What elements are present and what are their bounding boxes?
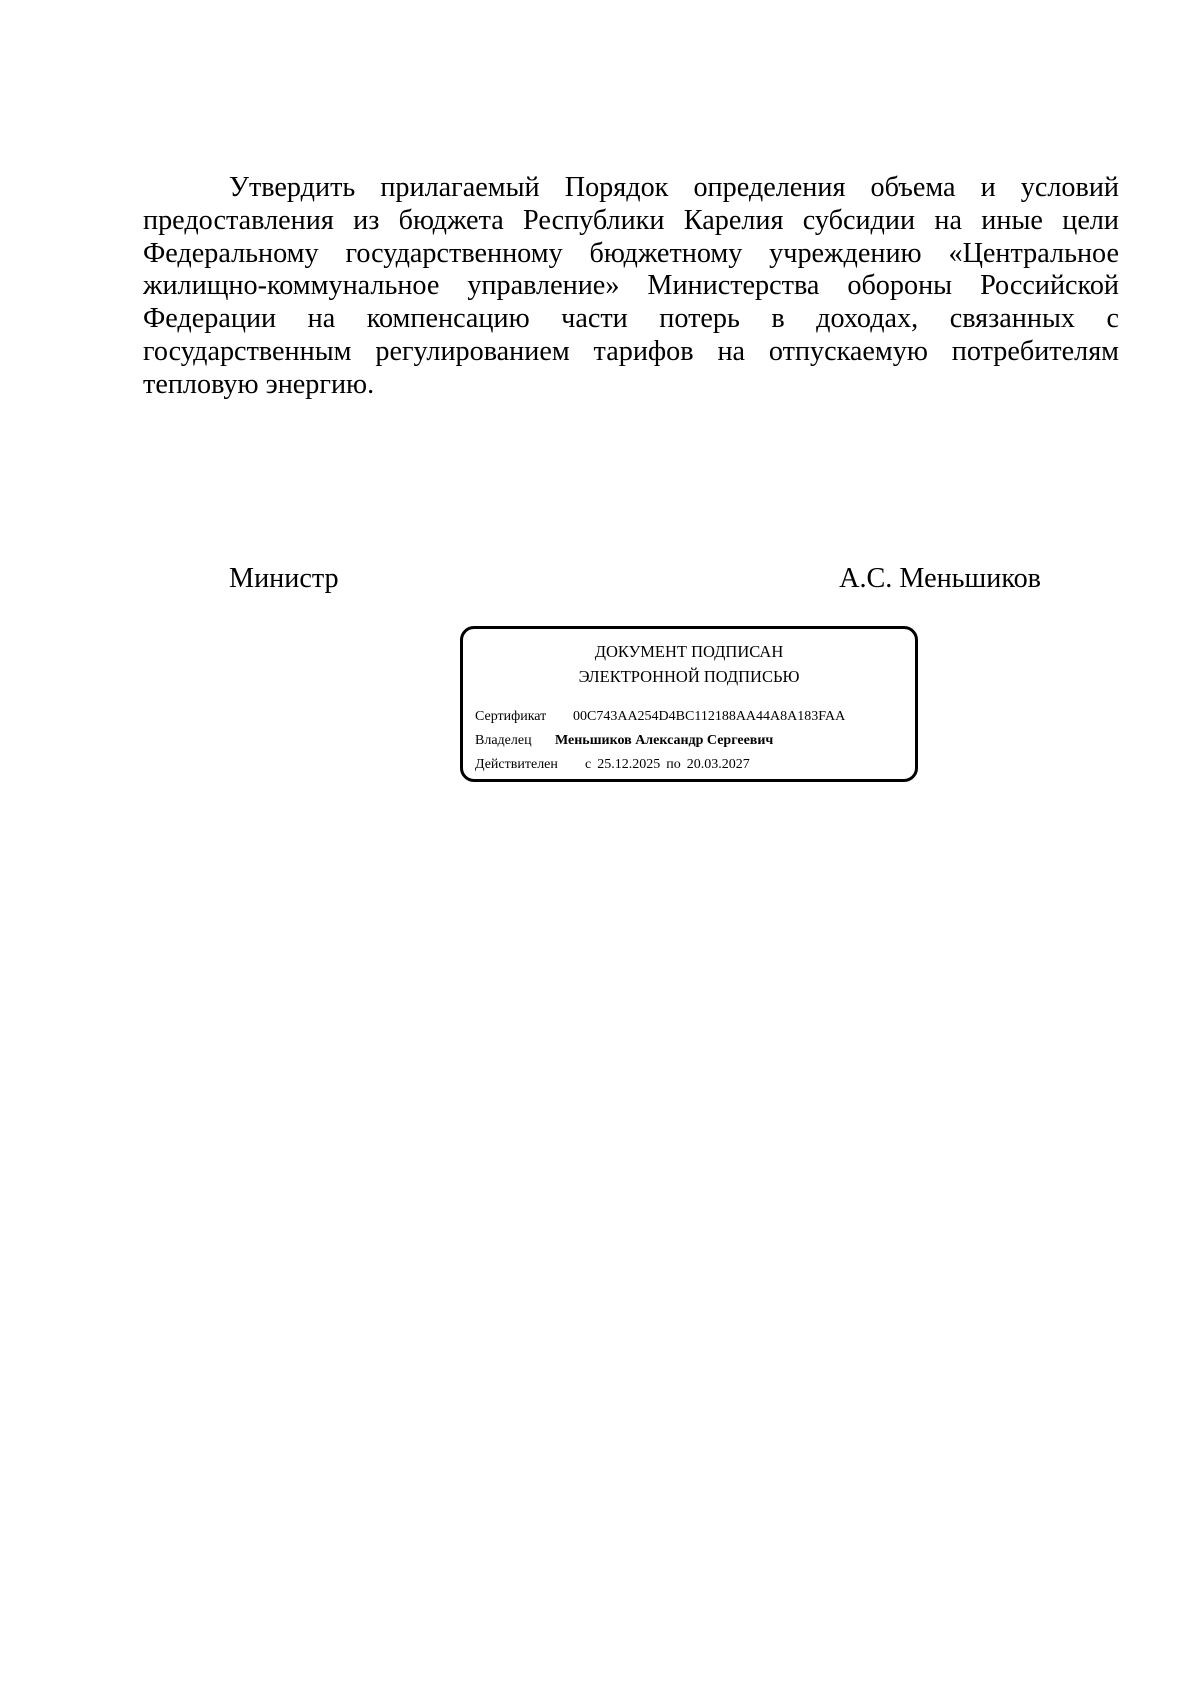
validity-label: Действителен [475, 757, 558, 772]
valid-to-word: по [666, 757, 681, 772]
signatory-position: Министр [229, 563, 339, 594]
stamp-heading [463, 639, 915, 689]
valid-to-date: 20.03.2027 [686, 757, 750, 772]
stamp-heading-line-1: ДОКУМЕНТ ПОДПИСАН [594, 642, 784, 661]
decree-paragraph: Утвердить прилагаемый Порядок определения объема и условий предоставления из бюджета Республики Карелия субсидии на иные цели Федеральному государственному бюджетному учреждению «Центральное жилищно-коммунальное управление» Министерства обороны Российской Федерации на компенсацию части потерь в доходах, связанных с государственным регулированием тарифов на отпускаемую потребителям тепловую энергию. [143, 172, 1119, 400]
valid-from-date: 25.12.2025 [597, 757, 661, 772]
certificate-label: Сертификат [475, 709, 547, 724]
owner-value: Меньшиков Александр Сергеевич [555, 733, 774, 748]
electronic-signature-stamp [460, 626, 918, 782]
owner-label: Владелец [475, 733, 532, 748]
valid-from-word: с [585, 757, 592, 772]
certificate-value: 00C743AA254D4BC112188AA44A8A183FAA [573, 709, 846, 724]
stamp-certificate-row [475, 708, 845, 726]
signatory-name: А.С. Меньшиков [839, 563, 1041, 594]
stamp-heading-line-2: ЭЛЕКТРОННОЙ ПОДПИСЬЮ [578, 667, 800, 686]
stamp-owner-row [475, 732, 773, 750]
stamp-validity-row [475, 756, 750, 774]
